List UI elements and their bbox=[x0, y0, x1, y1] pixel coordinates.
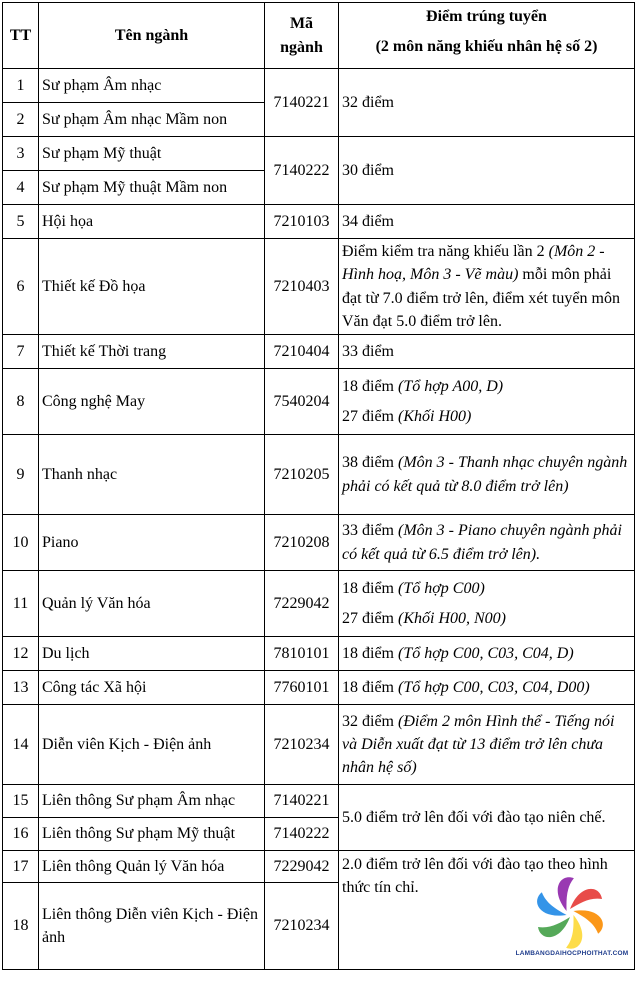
row-name: Sư phạm Mỹ thuật Mầm non bbox=[39, 171, 265, 205]
row-code: 7210103 bbox=[265, 205, 339, 239]
row-name: Thiết kế Thời trang bbox=[39, 335, 265, 369]
row-code: 7210208 bbox=[265, 515, 339, 571]
row-name: Liên thông Sư phạm Mỹ thuật bbox=[39, 818, 265, 851]
row-tt: 6 bbox=[3, 239, 39, 335]
row-score: Điểm kiểm tra năng khiếu lần 2 (Môn 2 - Hình hoạ, Môn 3 - Vẽ màu) mỗi môn phải đạt từ 7.0 điểm trở lên, điểm xét tuyển môn Văn đạt 5.0 điểm trở lên. bbox=[339, 239, 635, 335]
row-code: 7229042 bbox=[265, 571, 339, 637]
row-name: Diễn viên Kịch - Điện ảnh bbox=[39, 705, 265, 785]
row-code: 7210234 bbox=[265, 883, 339, 970]
row-score: 18 điểm (Tổ hợp C00) 27 điểm (Khối H00, N00) bbox=[339, 571, 635, 637]
row-name: Quản lý Văn hóa bbox=[39, 571, 265, 637]
row-code: 7210404 bbox=[265, 335, 339, 369]
row-code: 7229042 bbox=[265, 851, 339, 883]
header-name: Tên ngành bbox=[39, 3, 265, 69]
row-score: 32 điểm bbox=[339, 69, 635, 137]
row-code: 7210403 bbox=[265, 239, 339, 335]
row-tt: 3 bbox=[3, 137, 39, 171]
row-name: Liên thông Quản lý Văn hóa bbox=[39, 851, 265, 883]
row-name: Sư phạm Mỹ thuật bbox=[39, 137, 265, 171]
row-tt: 17 bbox=[3, 851, 39, 883]
row-score: 38 điểm (Môn 3 - Thanh nhạc chuyên ngành phải có kết quả từ 8.0 điểm trở lên) bbox=[339, 435, 635, 515]
logo-petal bbox=[549, 875, 582, 911]
row-tt: 10 bbox=[3, 515, 39, 571]
row-name: Công nghệ May bbox=[39, 369, 265, 435]
row-tt: 5 bbox=[3, 205, 39, 239]
row-name: Du lịch bbox=[39, 637, 265, 671]
row-tt: 15 bbox=[3, 785, 39, 818]
logo-caption: LAMBANGDAIHOCPHOITHAT.COM bbox=[515, 950, 629, 957]
row-code: 7140221 bbox=[265, 69, 339, 137]
row-tt: 11 bbox=[3, 571, 39, 637]
row-name: Piano bbox=[39, 515, 265, 571]
row-score: 34 điểm bbox=[339, 205, 635, 239]
row-score: 2.0 điểm trở lên đối với đào tạo theo hình thức tín chỉ. bbox=[339, 851, 635, 970]
row-score: 5.0 điểm trở lên đối với đào tạo niên chế. bbox=[339, 785, 635, 851]
row-score: 18 điểm (Tổ hợp C00, C03, C04, D00) bbox=[339, 671, 635, 705]
row-name: Sư phạm Âm nhạc bbox=[39, 69, 265, 103]
row-score: 18 điểm (Tổ hợp A00, D) 27 điểm (Khối H00) bbox=[339, 369, 635, 435]
row-name: Sư phạm Âm nhạc Mầm non bbox=[39, 103, 265, 137]
admission-score-table bbox=[2, 2, 635, 970]
row-tt: 7 bbox=[3, 335, 39, 369]
row-score: 33 điểm bbox=[339, 335, 635, 369]
row-tt: 9 bbox=[3, 435, 39, 515]
row-name: Thanh nhạc bbox=[39, 435, 265, 515]
row-code: 7540204 bbox=[265, 369, 339, 435]
row-code: 7140221 bbox=[265, 785, 339, 818]
row-code: 7210234 bbox=[265, 705, 339, 785]
row-tt: 16 bbox=[3, 818, 39, 851]
row-tt: 12 bbox=[3, 637, 39, 671]
row-tt: 1 bbox=[3, 69, 39, 103]
logo-petal bbox=[557, 915, 590, 953]
row-tt: 13 bbox=[3, 671, 39, 705]
row-score: 32 điểm (Điểm 2 môn Hình thể - Tiếng nói và Diễn xuất đạt từ 13 điểm trở lên chưa nhân hệ số) bbox=[339, 705, 635, 785]
row-code: 7210205 bbox=[265, 435, 339, 515]
row-tt: 4 bbox=[3, 171, 39, 205]
logo-petal bbox=[538, 917, 570, 937]
row-score: 30 điểm bbox=[339, 137, 635, 205]
row-name: Hội họa bbox=[39, 205, 265, 239]
row-name: Thiết kế Đồ họa bbox=[39, 239, 265, 335]
row-tt: 18 bbox=[3, 883, 39, 970]
logo-petal bbox=[570, 889, 602, 909]
row-name: Liên thông Diễn viên Kịch - Điện ảnh bbox=[39, 883, 265, 970]
row-name: Liên thông Sư phạm Âm nhạc bbox=[39, 785, 265, 818]
row-tt: 14 bbox=[3, 705, 39, 785]
header-code: Mã ngành bbox=[265, 3, 339, 69]
row-code: 7810101 bbox=[265, 637, 339, 671]
row-code: 7760101 bbox=[265, 671, 339, 705]
row-code: 7140222 bbox=[265, 818, 339, 851]
row-score: 33 điểm (Môn 3 - Piano chuyên ngành phải có kết quả từ 6.5 điểm trở lên). bbox=[339, 515, 635, 571]
header-tt: TT bbox=[3, 3, 39, 69]
row-tt: 2 bbox=[3, 103, 39, 137]
row-tt: 8 bbox=[3, 369, 39, 435]
header-score: Điểm trúng tuyển (2 môn năng khiếu nhân hệ số 2) bbox=[339, 3, 635, 69]
row-score: 18 điểm (Tổ hợp C00, C03, C04, D) bbox=[339, 637, 635, 671]
row-name: Công tác Xã hội bbox=[39, 671, 265, 705]
row-code: 7140222 bbox=[265, 137, 339, 205]
